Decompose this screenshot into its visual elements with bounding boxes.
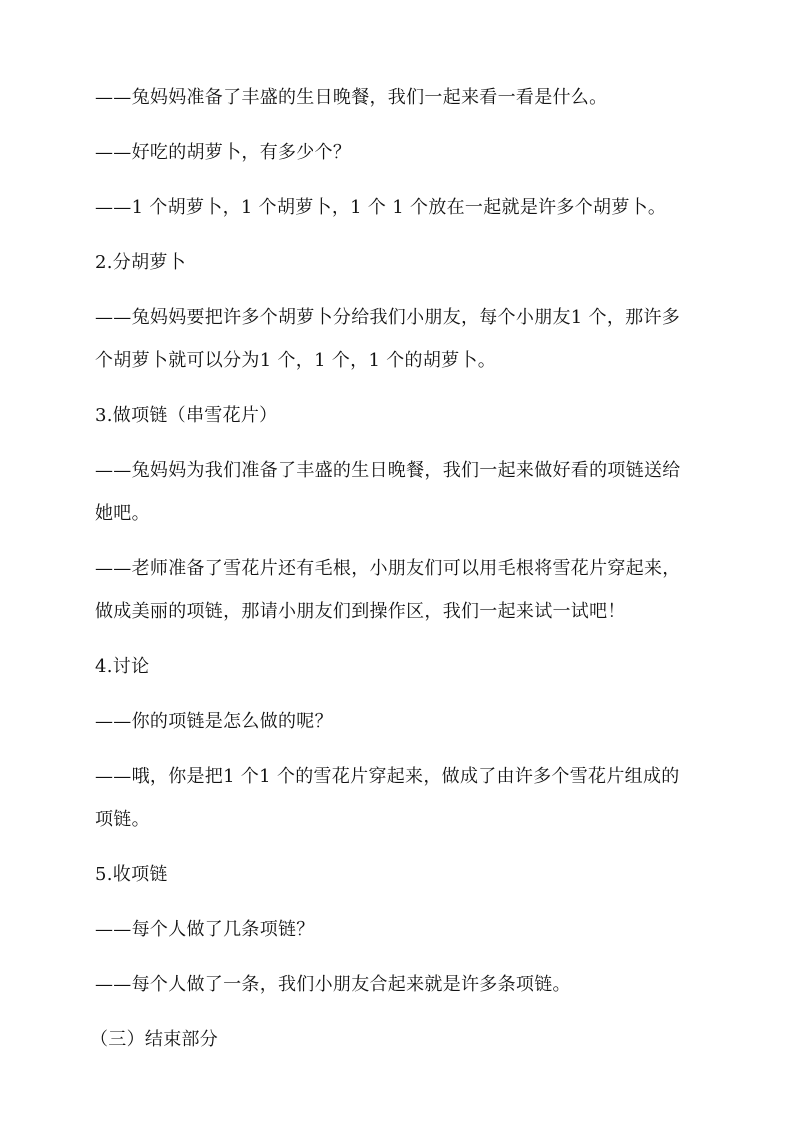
paragraph-dialogue-many-carrots: ——1 个胡萝卜，1 个胡萝卜，1 个 1 个放在一起就是许多个胡萝卜。 xyxy=(95,197,667,218)
heading-step-2: 2.分胡萝卜 xyxy=(95,252,186,273)
paragraph-materials-line1: ——老师准备了雪花片还有毛根，小朋友们可以用毛根将雪花片穿起来， xyxy=(95,558,681,579)
paragraph-necklace-gift-line1: ——兔妈妈为我们准备了丰盛的生日晚餐，我们一起来做好看的项链送给 xyxy=(95,460,681,481)
paragraph-collect-question: ——每个人做了几条项链？ xyxy=(95,919,315,940)
paragraph-discussion-answer-line1: ——哦，你是把1 个1 个的雪花片穿起来，做成了由许多个雪花片组成的 xyxy=(95,766,680,787)
heading-step-3: 3.做项链（串雪花片） xyxy=(95,405,278,426)
paragraph-share-carrots-line2: 个胡萝卜就可以分为1 个，1 个，1 个的胡萝卜。 xyxy=(95,350,497,371)
heading-step-4: 4.讨论 xyxy=(95,656,150,677)
paragraph-necklace-gift-line2: 她吧。 xyxy=(95,503,150,524)
paragraph-collect-answer: ——每个人做了一条，我们小朋友合起来就是许多条项链。 xyxy=(95,974,571,995)
paragraph-discussion-question: ——你的项链是怎么做的呢？ xyxy=(95,711,333,732)
paragraph-dialogue-carrot-count: ——好吃的胡萝卜，有多少个？ xyxy=(95,142,352,163)
paragraph-dialogue-dinner: ——兔妈妈准备了丰盛的生日晚餐，我们一起来看一看是什么。 xyxy=(95,87,608,108)
paragraph-discussion-answer-line2: 项链。 xyxy=(95,809,150,830)
paragraph-share-carrots-line1: ——兔妈妈要把许多个胡萝卜分给我们小朋友，每个小朋友1 个，那许多 xyxy=(95,307,681,328)
section-heading-ending: （三）结束部分 xyxy=(90,1029,219,1050)
paragraph-materials-line2: 做成美丽的项链，那请小朋友们到操作区，我们一起来试一试吧！ xyxy=(95,601,626,622)
heading-step-5: 5.收项链 xyxy=(95,864,168,885)
